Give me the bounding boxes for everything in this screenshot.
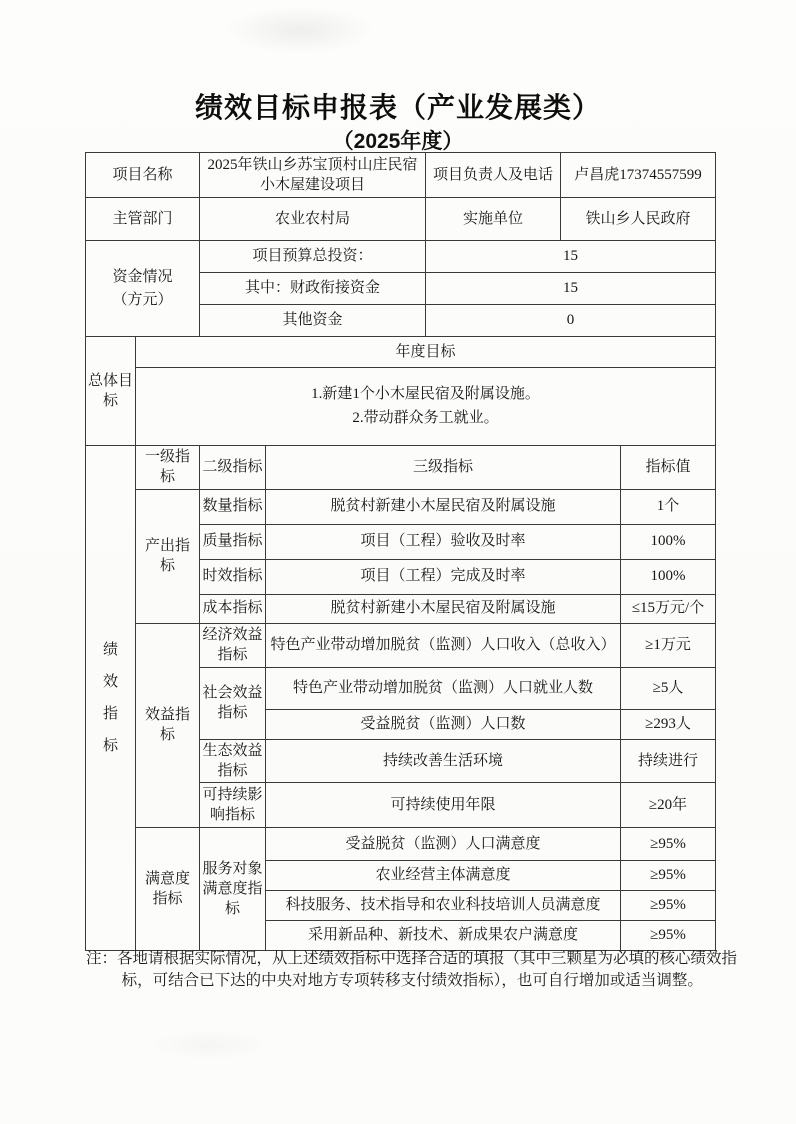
goal-line-2: 2.带动群众务工就业。: [352, 409, 499, 426]
level2-economic-benefit: 经济效益指标: [200, 623, 266, 667]
department-value: 农业农村局: [200, 198, 426, 241]
indicator-value: ≥95%: [621, 891, 716, 921]
performance-target-form-table: [85, 152, 716, 951]
indicator-value: ≥293人: [621, 709, 716, 739]
col-header-level2: 二级指标: [200, 446, 266, 490]
level1-satisfaction-indicators: 满意度指标: [136, 828, 200, 951]
level3-indicator: 项目（工程）验收及时率: [266, 524, 621, 559]
annual-goal-content: [136, 368, 716, 446]
level3-indicator: 科技服务、技术指导和农业科技培训人员满意度: [266, 891, 621, 921]
goal-line-1: 1.新建1个小木屋民宿及附属设施。: [311, 386, 540, 403]
footer-note-label: 注：: [86, 950, 118, 967]
row-project-name: [86, 153, 716, 198]
indicator-value: ≥95%: [621, 861, 716, 891]
col-header-level3: 三级指标: [266, 446, 621, 490]
level3-indicator: 农业经营主体满意度: [266, 861, 621, 891]
indicator-value: 100%: [621, 524, 716, 559]
indicator-value: ≤15万元/个: [621, 594, 716, 623]
indicator-value: 100%: [621, 559, 716, 594]
level1-benefit-indicators: 效益指标: [136, 623, 200, 828]
level3-indicator: 可持续使用年限: [266, 783, 621, 828]
level2-quality: 质量指标: [200, 524, 266, 559]
level3-indicator: 特色产业带动增加脱贫（监测）人口收入（总收入）: [266, 623, 621, 667]
level3-indicator: 持续改善生活环境: [266, 739, 621, 783]
footer-note: [86, 948, 762, 992]
level2-sustainability: 可持续影响指标: [200, 783, 266, 828]
level2-quantity: 数量指标: [200, 489, 266, 524]
performance-indicators-label: [86, 446, 136, 951]
col-header-level1: 一级指标: [136, 446, 200, 490]
funding-label-line2: （方元）: [112, 291, 173, 308]
performance-indicators-label-text: 绩效指标: [102, 641, 118, 755]
project-name-value: 2025年铁山乡苏宝顶村山庄民宿小木屋建设项目: [200, 153, 426, 198]
indicator-row: [86, 623, 716, 667]
level1-output-indicators: 产出指标: [136, 489, 200, 623]
level3-indicator: 脱贫村新建小木屋民宿及附属设施: [266, 489, 621, 524]
level3-indicator: 采用新品种、新技术、新成果农户满意度: [266, 921, 621, 951]
row-annual-goal-content: [86, 368, 716, 446]
funding-total-label: 项目预算总投资：: [200, 241, 426, 273]
page-subtitle: （2025年度）: [332, 130, 464, 153]
indicator-value: ≥95%: [621, 921, 716, 951]
footer-note-text: 各地请根据实际情况，从上述绩效指标中选择合适的填报（其中三颗星为必填的核心绩效指标，可结合已下达的中央对地方专项转移支付绩效指标），也可自行增加或适当调整。: [117, 950, 738, 989]
row-indicator-headers: [86, 446, 716, 490]
indicator-value: 持续进行: [621, 739, 716, 783]
department-label: 主管部门: [86, 198, 200, 241]
indicator-row: [86, 828, 716, 861]
overall-goal-label: 总体目标: [86, 337, 136, 446]
level3-indicator: 脱贫村新建小木屋民宿及附属设施: [266, 594, 621, 623]
level3-indicator: 受益脱贫（监测）人口满意度: [266, 828, 621, 861]
level2-timeliness: 时效指标: [200, 559, 266, 594]
level3-indicator: 项目（工程）完成及时率: [266, 559, 621, 594]
scan-smudge-artifact: [225, 6, 375, 54]
indicator-value: ≥20年: [621, 783, 716, 828]
level2-service-target-satisfaction: 服务对象满意度指标: [200, 828, 266, 951]
funding-fiscal-value: 15: [426, 273, 716, 305]
row-funding-total: [86, 241, 716, 273]
funding-section-label: [86, 241, 200, 337]
level2-ecological-benefit: 生态效益指标: [200, 739, 266, 783]
indicator-value: ≥1万元: [621, 623, 716, 667]
indicator-row: [86, 489, 716, 524]
annual-goal-header: 年度目标: [136, 337, 716, 368]
row-department: [86, 198, 716, 241]
col-header-value: 指标值: [621, 446, 716, 490]
implement-unit-value: 铁山乡人民政府: [561, 198, 716, 241]
page-title: 绩效目标申报表（产业发展类）: [194, 92, 601, 123]
funding-fiscal-label: 其中：财政衔接资金: [200, 273, 426, 305]
project-name-label: 项目名称: [86, 153, 200, 198]
funding-other-label: 其他资金: [200, 305, 426, 337]
funding-other-value: 0: [426, 305, 716, 337]
indicator-value: ≥95%: [621, 828, 716, 861]
funding-label-line1: 资金情况: [112, 269, 173, 285]
implement-unit-label: 实施单位: [426, 198, 561, 241]
row-annual-goal-header: [86, 337, 716, 368]
funding-total-value: 15: [426, 241, 716, 273]
indicator-value: ≥5人: [621, 667, 716, 709]
level3-indicator: 受益脱贫（监测）人口数: [266, 709, 621, 739]
indicator-value: 1个: [621, 489, 716, 524]
level2-social-benefit: 社会效益指标: [200, 667, 266, 739]
leader-label: 项目负责人及电话: [426, 153, 561, 198]
scan-smudge-artifact: [150, 1030, 270, 1060]
level2-cost: 成本指标: [200, 594, 266, 623]
level3-indicator: 特色产业带动增加脱贫（监测）人口就业人数: [266, 667, 621, 709]
leader-value: 卢昌虎17374557599: [561, 153, 716, 198]
